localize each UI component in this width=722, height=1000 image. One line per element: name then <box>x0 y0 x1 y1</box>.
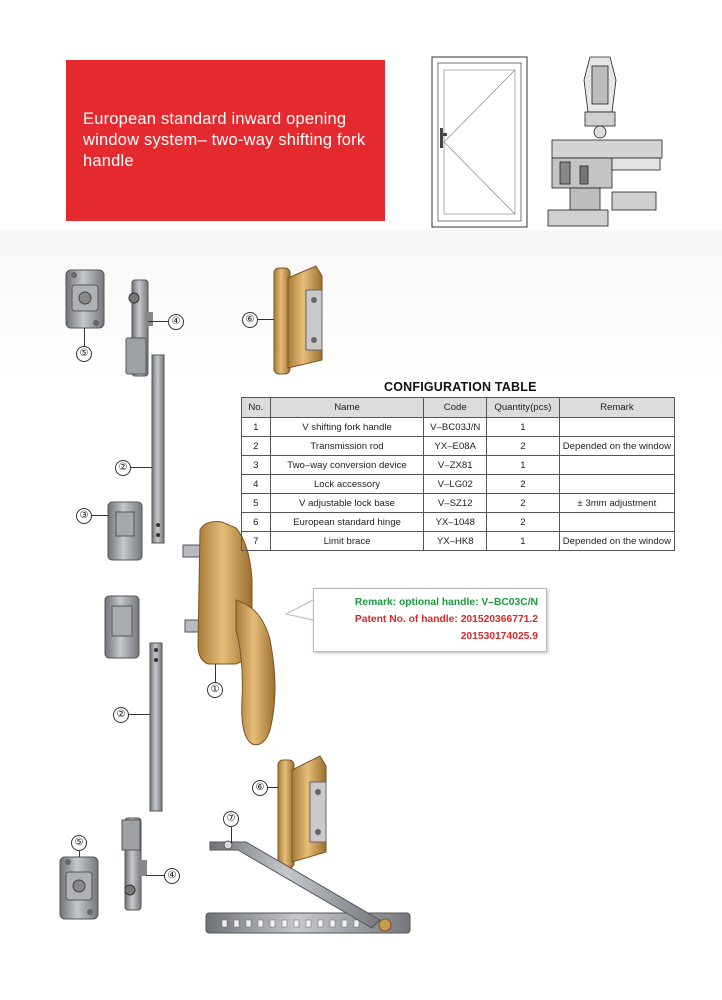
header-name: Name <box>270 398 424 418</box>
cell-remark <box>559 475 674 494</box>
cell-name: V shifting fork handle <box>270 418 424 437</box>
header-code: Code <box>424 398 487 418</box>
lock-accessory-top <box>126 280 153 376</box>
callout-2-bottom: ② <box>113 707 129 723</box>
callout-5-bottom: ⑤ <box>71 835 87 851</box>
cell-remark: ± 3mm adjustment <box>559 494 674 513</box>
leader-5-top <box>84 328 85 346</box>
fork-handle <box>183 522 275 745</box>
leader-5-bottom <box>79 851 80 857</box>
cell-no: 1 <box>242 418 271 437</box>
cell-name: European standard hinge <box>270 513 424 532</box>
cell-code: V–SZ12 <box>424 494 487 513</box>
cell-code: YX–E08A <box>424 437 487 456</box>
header-no: No. <box>242 398 271 418</box>
transmission-rod-bottom <box>150 643 162 811</box>
cell-quantity: 2 <box>487 437 560 456</box>
cell-remark: Depended on the window <box>559 532 674 551</box>
cell-code: YX–1048 <box>424 513 487 532</box>
cell-no: 2 <box>242 437 271 456</box>
remark-patent-1: Patent No. of handle: 201520366771.2 <box>354 614 538 625</box>
cell-quantity: 2 <box>487 494 560 513</box>
table-title: CONFIGURATION TABLE <box>384 380 537 394</box>
header-remark: Remark <box>559 398 674 418</box>
callout-5-top: ⑤ <box>76 346 92 362</box>
remark-box <box>313 588 547 652</box>
cell-quantity: 2 <box>487 513 560 532</box>
cell-remark: Depended on the window <box>559 437 674 456</box>
leader-6-bottom <box>268 787 278 788</box>
cell-remark <box>559 513 674 532</box>
cell-quantity: 1 <box>487 418 560 437</box>
callout-7: ⑦ <box>223 811 239 827</box>
table-row <box>242 513 675 532</box>
callout-4-bottom: ④ <box>164 868 180 884</box>
cell-code: V–ZX81 <box>424 456 487 475</box>
callout-6-bottom: ⑥ <box>252 780 268 796</box>
callout-1: ① <box>207 682 223 698</box>
cell-name: Lock accessory <box>270 475 424 494</box>
remark-optional-handle: Remark: optional handle: V–BC03C/N <box>354 597 538 608</box>
table-header-row <box>242 398 675 418</box>
cell-no: 6 <box>242 513 271 532</box>
configuration-table <box>241 397 675 551</box>
cell-quantity: 1 <box>487 456 560 475</box>
table-row <box>242 475 675 494</box>
cell-remark <box>559 418 674 437</box>
leader-2-top <box>131 467 152 468</box>
header-quantity: Quantity(pcs) <box>487 398 560 418</box>
table-row <box>242 418 675 437</box>
lock-accessory-bottom <box>122 818 147 910</box>
banner-title: European standard inward opening window system– two-way shifting fork handle <box>83 110 366 170</box>
cell-no: 4 <box>242 475 271 494</box>
callout-6-top: ⑥ <box>242 312 258 328</box>
cell-name: V adjustable lock base <box>270 494 424 513</box>
leader-4-bottom <box>146 875 164 876</box>
table-row <box>242 456 675 475</box>
cell-quantity: 2 <box>487 475 560 494</box>
lock-base-top <box>66 270 104 328</box>
leader-4-top <box>148 321 168 322</box>
leader-3 <box>92 515 108 516</box>
leader-1 <box>215 664 216 682</box>
cell-quantity: 1 <box>487 532 560 551</box>
callout-3: ③ <box>76 508 92 524</box>
cell-code: V–BC03J/N <box>424 418 487 437</box>
table-row <box>242 437 675 456</box>
callout-2-top: ② <box>115 460 131 476</box>
cell-name: Two–way conversion device <box>270 456 424 475</box>
callout-4-top: ④ <box>168 314 184 330</box>
leader-2-bottom <box>129 714 150 715</box>
table-row <box>242 494 675 513</box>
transmission-rod-top <box>152 355 164 543</box>
cell-name: Limit brace <box>270 532 424 551</box>
table-row <box>242 532 675 551</box>
cell-remark <box>559 456 674 475</box>
remark-patent-2: 201530174025.9 <box>460 631 538 642</box>
cell-no: 5 <box>242 494 271 513</box>
cell-no: 3 <box>242 456 271 475</box>
lock-accessory-mid <box>105 596 139 658</box>
hinge-bottom <box>278 756 326 868</box>
lock-base-bottom <box>60 857 98 919</box>
cell-no: 7 <box>242 532 271 551</box>
conversion-device <box>108 502 142 560</box>
cell-code: YX–HK8 <box>424 532 487 551</box>
hinge-top <box>274 266 322 374</box>
cell-code: V–LG02 <box>424 475 487 494</box>
cell-name: Transmission rod <box>270 437 424 456</box>
leader-6-top <box>258 319 274 320</box>
leader-7 <box>231 827 232 843</box>
